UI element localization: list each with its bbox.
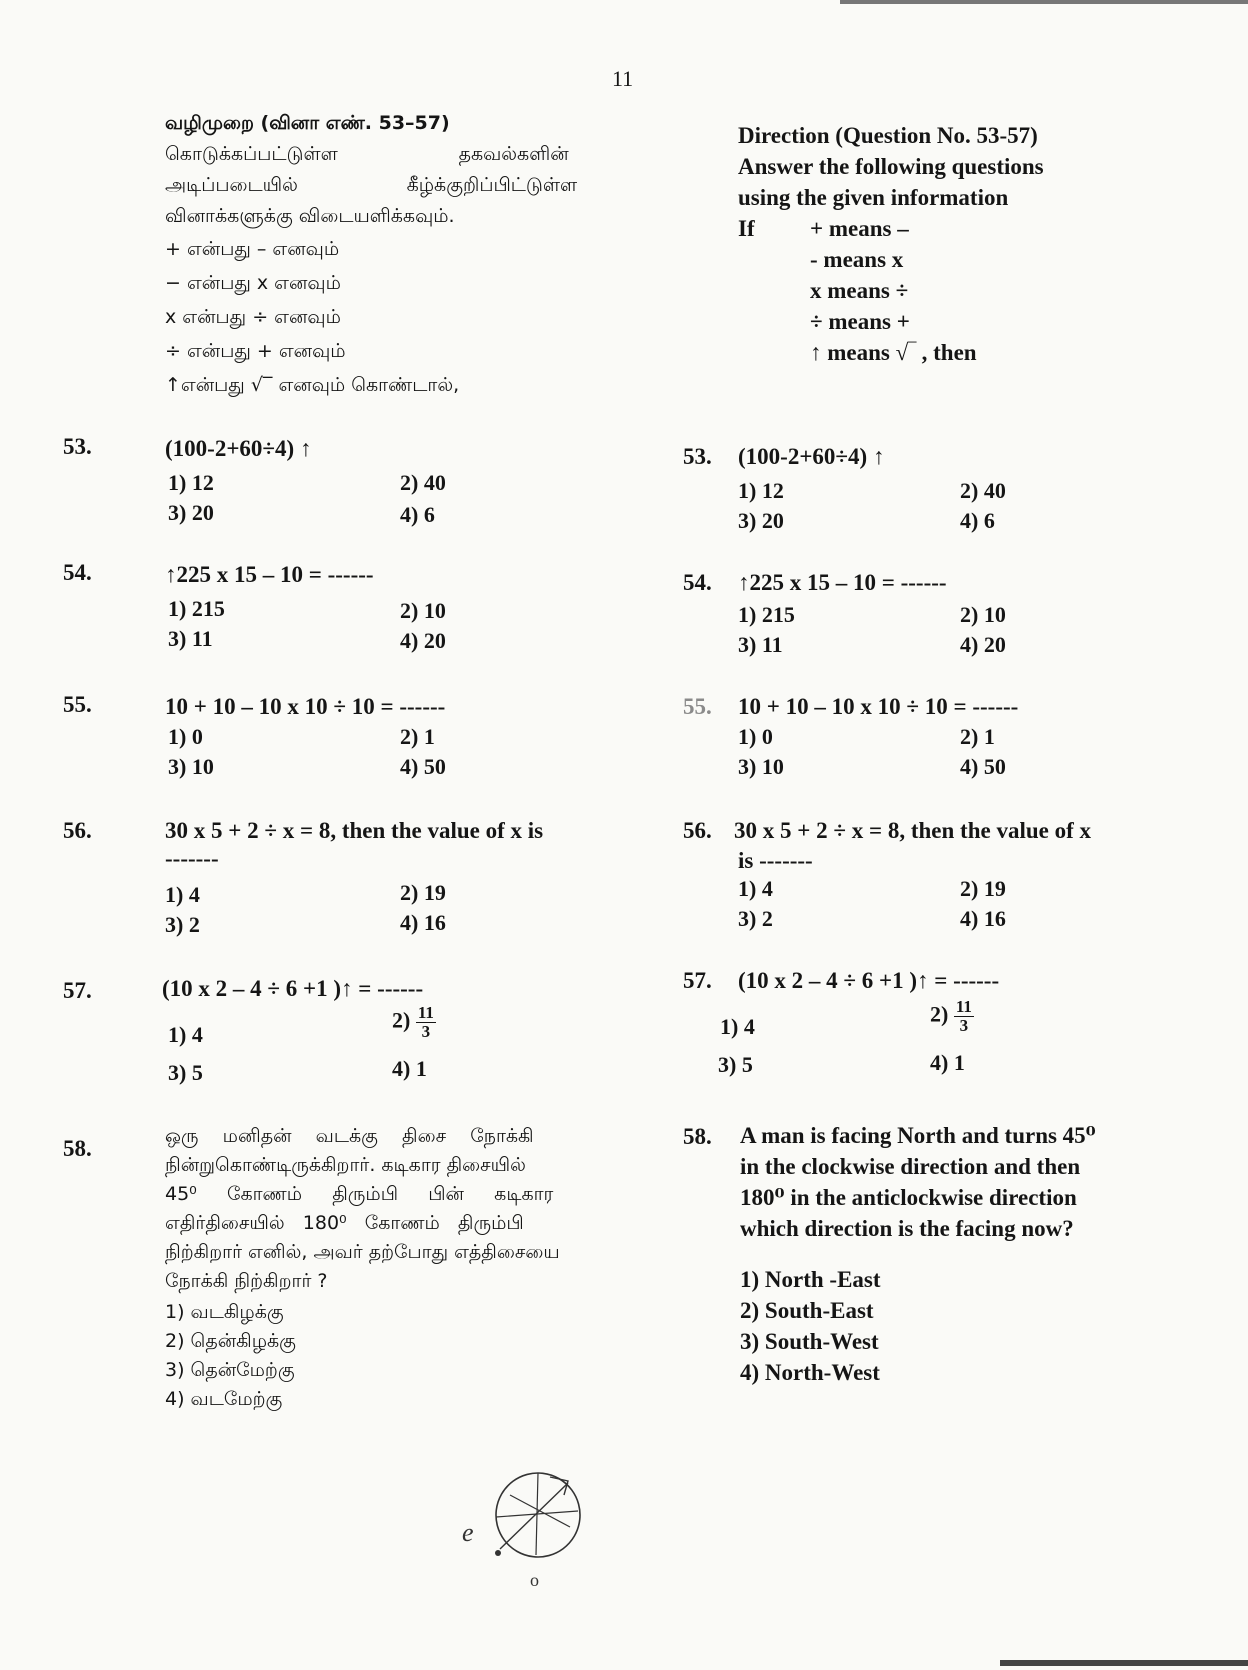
option: 3) 10 [738,754,784,779]
option: 1) 4 [168,1022,203,1047]
option: 1) 215 [738,602,795,627]
option: 2) 10 [960,602,1006,627]
q58-english-line: in the clockwise direction and then [740,1154,1081,1179]
option: 2) 10 [400,598,446,623]
option: 2) 19 [400,880,446,905]
option: 3) 10 [168,754,214,779]
tamil-direction-line: ↑என்பது √‾ எனவும் கொண்டால், [165,374,460,396]
q58-tamil-option: 1) வடகிழக்கு [165,1301,284,1323]
option: 1) 0 [168,724,203,749]
option: 3) 5 [168,1060,203,1085]
option: 3) 20 [168,500,214,525]
question-number: 57. [63,978,92,1003]
option: 2) 1 [960,724,995,749]
tamil-direction-line: வழிமுறை (வினா எண். 53–57) [165,112,450,134]
handwritten-mark: o [530,1570,539,1590]
english-direction-if: If [738,216,755,241]
tamil-direction-line: x என்பது ÷ எனவும் [165,306,341,328]
question-number: 56. [683,818,712,843]
question-text-left: (10 x 2 – 4 ÷ 6 +1 )↑ = ------ [162,976,424,1001]
operator-map: x means ÷ [810,278,909,303]
option: 4) 1 [392,1056,427,1081]
question-number: 55. [683,694,712,719]
question-text-left: (100-2+60÷4) ↑ [165,436,312,461]
option: 3) 2 [165,912,200,937]
question-number: 53. [683,444,712,469]
operator-map: + means – [810,216,909,241]
question-number: 56. [63,818,92,843]
option: 4) 16 [400,910,446,935]
option: 3) 11 [168,626,213,651]
option: 3) 2 [738,906,773,931]
question-number: 54. [63,560,92,585]
tamil-direction [165,108,635,401]
fraction-denominator: 3 [959,1016,969,1035]
tamil-direction-line: அடிப்படையில் கீழ்க்குறிப்பிட்டுள்ள [165,174,578,196]
q58-tamil-line: ஒரு மனிதன் வடக்கு திசை நோக்கி [165,1125,534,1147]
question-number: 53. [63,434,92,459]
q58-english-option: 2) South-East [740,1298,874,1323]
tamil-direction-line: + என்பது – எனவும் [165,238,340,260]
option: 1) 0 [738,724,773,749]
option: 4) 16 [960,906,1006,931]
option-label: 2) [392,1007,411,1033]
question-text-right: (100-2+60÷4) ↑ [738,444,885,469]
operator-map: ↑ means √‾ , then [810,340,977,365]
question-number: 58. [63,1136,92,1161]
q58-tamil-line: நிற்கிறார் எனில், அவர் தற்போது எத்திசையை [165,1241,560,1263]
fraction-denominator: 3 [421,1022,431,1041]
option: 3) 5 [718,1052,753,1077]
tamil-direction-line: வினாக்களுக்கு விடையளிக்கவும். [165,205,455,227]
q58-tamil-line: நின்றுகொண்டிருக்கிறார். கடிகார திசையில் [165,1154,526,1176]
question-number: 55. [63,692,92,717]
option: 4) 6 [400,502,435,527]
scan-edge-top [840,0,1248,4]
english-direction-line: Answer the following questions [738,154,1044,179]
question-text-left: ↑225 x 15 – 10 = ------ [165,562,374,587]
question-number: 58. [683,1124,712,1149]
option: 2) 19 [960,876,1006,901]
question-text-left: ------- [165,846,219,871]
q58-english-text [740,1120,1200,1388]
tamil-direction-line: ÷ என்பது + எனவும் [165,340,346,362]
option: 4) 20 [960,632,1006,657]
question-text-left: 30 x 5 + 2 ÷ x = 8, then the value of x is [165,818,544,843]
q58-english-option: 3) South-West [740,1329,879,1354]
option: 2) 1 [400,724,435,749]
option: 4) 1 [930,1050,965,1075]
handwritten-mark: e [462,1518,474,1547]
question-number: 57. [683,968,712,993]
option-label: 2) [930,1001,949,1027]
option: 4) 6 [960,508,995,533]
tamil-direction-line: − என்பது x எனவும் [165,272,341,294]
q58-tamil-line: 45⁰ கோணம் திரும்பி பின் கடிகார [165,1183,554,1205]
english-direction-title: Direction (Question No. 53-57) [738,123,1038,148]
question-text-right: ↑225 x 15 – 10 = ------ [738,570,947,595]
fraction-numerator: 11 [417,1003,434,1022]
question-text-right: 30 x 5 + 2 ÷ x = 8, then the value of x [734,818,1091,843]
operator-map: - means x [810,247,904,272]
handwritten-compass-sketch [450,1455,610,1585]
option: 1) 12 [168,470,214,495]
scan-edge-bottom [1000,1660,1248,1666]
option: 1) 12 [738,478,784,503]
q58-english-line: 180⁰ in the anticlockwise direction [740,1185,1077,1210]
question-number: 54. [683,570,712,595]
q58-english-line: A man is facing North and turns 45⁰ [740,1123,1096,1148]
option: 2) 40 [960,478,1006,503]
option: 3) 11 [738,632,783,657]
question-text-right: (10 x 2 – 4 ÷ 6 +1 )↑ = ------ [738,968,1000,993]
option [930,998,974,1035]
q58-english-line: which direction is the facing now? [740,1216,1074,1241]
q58-english-option: 1) North -East [740,1267,881,1292]
fraction-numerator: 11 [955,997,972,1016]
english-direction [738,120,1218,368]
q58-tamil-option: 3) தென்மேற்கு [165,1359,295,1381]
fraction [954,998,974,1035]
question-text-left: 10 + 10 – 10 x 10 ÷ 10 = ------ [165,694,446,719]
option [392,1004,436,1041]
option: 1) 4 [738,876,773,901]
option: 2) 40 [400,470,446,495]
q58-english-option: 4) North-West [740,1360,880,1385]
q58-tamil-line: நோக்கி நிற்கிறார் ? [165,1270,328,1292]
option: 1) 4 [720,1014,755,1039]
tamil-direction-line: கொடுக்கப்பட்டுள்ள தகவல்களின் [165,143,569,165]
option: 4) 20 [400,628,446,653]
question-text-right: 10 + 10 – 10 x 10 ÷ 10 = ------ [738,694,1019,719]
q58-tamil-option: 2) தென்கிழக்கு [165,1330,296,1352]
fraction [416,1004,436,1041]
option: 1) 4 [165,882,200,907]
q58-tamil-line: எதிர்திசையில் 180⁰ கோணம் திரும்பி [165,1212,524,1234]
english-direction-line: using the given information [738,185,1009,210]
option: 4) 50 [400,754,446,779]
q58-tamil-text [165,1122,645,1414]
option: 4) 50 [960,754,1006,779]
question-text-right: is ------- [738,848,813,873]
option: 3) 20 [738,508,784,533]
option: 1) 215 [168,596,225,621]
q58-tamil-option: 4) வடமேற்கு [165,1388,283,1410]
page-number: 11 [612,66,634,91]
operator-map: ÷ means + [810,309,910,334]
